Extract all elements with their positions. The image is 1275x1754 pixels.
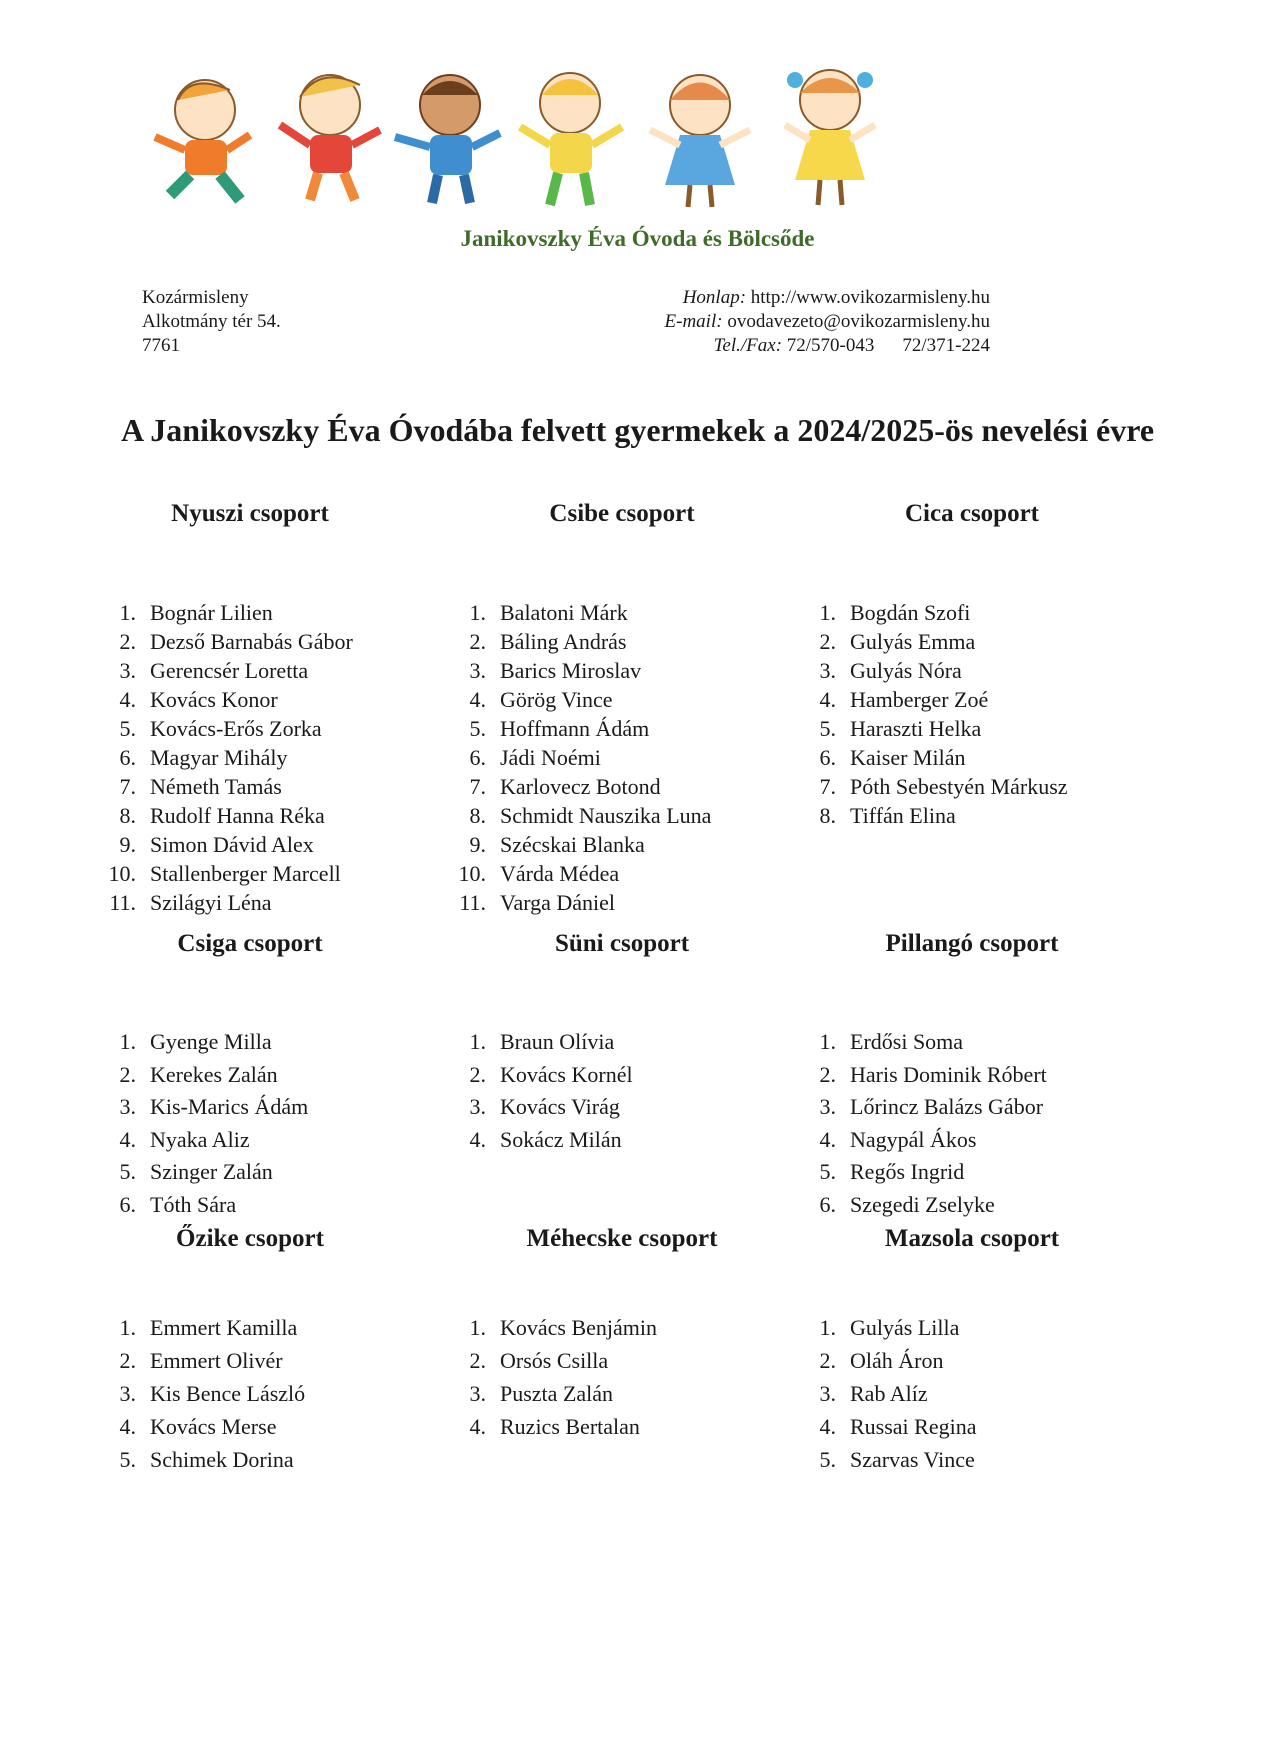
child-name: Stallenberger Marcell bbox=[150, 861, 341, 886]
list-item bbox=[119, 1189, 308, 1222]
child-name: Simon Dávid Alex bbox=[150, 832, 314, 857]
child-name: Hoffmann Ádám bbox=[500, 716, 650, 741]
list-item bbox=[119, 1156, 308, 1189]
child-name: Szarvas Vince bbox=[850, 1447, 975, 1472]
list-item-number: 9. bbox=[469, 832, 486, 857]
list-item-number: 2. bbox=[819, 1348, 836, 1373]
list-item bbox=[469, 830, 711, 859]
list-item-number: 3. bbox=[469, 1381, 486, 1406]
list-item-number: 8. bbox=[119, 803, 136, 828]
list-item-number: 4. bbox=[119, 1126, 136, 1152]
list-item bbox=[469, 743, 711, 772]
list-item-number: 3. bbox=[819, 658, 836, 683]
list-item bbox=[819, 801, 1068, 830]
child-name: Haraszti Helka bbox=[850, 716, 982, 741]
list-item-number: 7. bbox=[819, 774, 836, 799]
list-item-number: 1. bbox=[469, 1315, 486, 1340]
web-value[interactable]: http://www.ovikozarmisleny.hu bbox=[750, 287, 990, 308]
child-name: Lőrincz Balázs Gábor bbox=[850, 1094, 1044, 1120]
list-item bbox=[469, 1026, 633, 1059]
list-item-number: 5. bbox=[469, 716, 486, 741]
address-city: Kozármisleny bbox=[142, 287, 249, 308]
child-name: Kovács-Erős Zorka bbox=[150, 716, 322, 741]
child-name: Kovács Benjámin bbox=[500, 1315, 658, 1340]
address-block bbox=[142, 286, 281, 358]
group-title: Nyuszi csoport bbox=[171, 500, 329, 527]
list-item-number: 1. bbox=[469, 600, 486, 625]
list-item-number: 2. bbox=[469, 1061, 486, 1087]
child-name: Kis Bence László bbox=[150, 1381, 306, 1406]
child-name: Hamberger Zoé bbox=[850, 687, 989, 712]
list-item-number: 7. bbox=[119, 774, 136, 799]
child-name: Russai Regina bbox=[850, 1414, 977, 1439]
contact-phone bbox=[600, 334, 990, 358]
contact-block bbox=[600, 286, 990, 358]
list-item-number: 3. bbox=[119, 1381, 136, 1406]
child-name: Orsós Csilla bbox=[500, 1348, 609, 1373]
list-item-number: 5. bbox=[119, 716, 136, 741]
child-name: Dezső Barnabás Gábor bbox=[150, 629, 353, 654]
list-item bbox=[469, 801, 712, 830]
child-name: Varga Dániel bbox=[500, 890, 616, 915]
child-name: Emmert Kamilla bbox=[150, 1315, 298, 1340]
list-item bbox=[119, 1124, 308, 1157]
child-name: Regős Ingrid bbox=[850, 1159, 965, 1185]
child-name: Szilágyi Léna bbox=[150, 890, 272, 915]
list-item-number: 3. bbox=[119, 658, 136, 683]
child-name: Schimek Dorina bbox=[150, 1447, 294, 1472]
list-item-number: 3. bbox=[119, 1094, 136, 1120]
child-name: Braun Olívia bbox=[500, 1029, 615, 1054]
list-item-number: 2. bbox=[819, 1061, 836, 1087]
list-item-number: 1. bbox=[119, 600, 136, 625]
group-title: Csibe csoport bbox=[549, 500, 695, 527]
kid-figure-orange bbox=[155, 80, 250, 200]
kid-figure-red bbox=[280, 75, 380, 200]
child-name: Gyenge Milla bbox=[150, 1029, 272, 1054]
list-item bbox=[819, 1156, 1047, 1189]
list-item-number: 4. bbox=[819, 1414, 836, 1439]
list-item-number: 2. bbox=[469, 1348, 486, 1373]
child-name: Kovács Merse bbox=[150, 1414, 277, 1439]
list-item-number: 6. bbox=[469, 745, 486, 770]
list-item-number: 4. bbox=[819, 687, 836, 712]
child-name: Sokácz Milán bbox=[500, 1126, 622, 1152]
child-name: Schmidt Nauszika Luna bbox=[500, 803, 712, 828]
list-item bbox=[119, 1311, 305, 1344]
child-name: Barics Miroslav bbox=[500, 658, 642, 683]
address-street: Alkotmány tér 54. bbox=[142, 311, 281, 332]
child-name: Ruzics Bertalan bbox=[500, 1414, 640, 1439]
child-name: Görög Vince bbox=[500, 687, 613, 712]
list-item-number: 4. bbox=[119, 1414, 136, 1439]
child-name: Balatoni Márk bbox=[500, 600, 628, 625]
list-item-number: 11. bbox=[459, 890, 486, 915]
list-item bbox=[119, 1410, 305, 1443]
list-item-number: 6. bbox=[819, 1191, 836, 1217]
child-name: Puszta Zalán bbox=[500, 1381, 614, 1406]
list-item bbox=[469, 656, 711, 685]
list-item bbox=[119, 627, 353, 656]
children-list bbox=[458, 598, 712, 917]
email-label: E-mail: bbox=[664, 311, 723, 332]
child-name: Oláh Áron bbox=[850, 1348, 944, 1373]
phone-2: 72/371-224 bbox=[902, 335, 990, 356]
child-name: Kovács Virág bbox=[500, 1094, 620, 1120]
children-list bbox=[469, 1026, 633, 1156]
child-name: Kovács Konor bbox=[150, 687, 278, 712]
list-item-number: 2. bbox=[119, 629, 136, 654]
child-name: Bognár Lilien bbox=[150, 600, 273, 625]
list-item-number: 4. bbox=[119, 687, 136, 712]
list-item bbox=[469, 1124, 633, 1157]
child-name: Gulyás Lilla bbox=[850, 1315, 960, 1340]
child-name: Emmert Olivér bbox=[150, 1348, 283, 1373]
list-item bbox=[469, 772, 711, 801]
children-list bbox=[119, 1311, 306, 1476]
child-name: Haris Dominik Róbert bbox=[850, 1061, 1047, 1087]
kid-figure-yellow bbox=[520, 73, 622, 205]
list-item-number: 7. bbox=[469, 774, 486, 799]
school-name: Janikovszky Éva Óvoda és Bölcsőde bbox=[460, 226, 815, 251]
list-item bbox=[119, 830, 353, 859]
children-list bbox=[819, 1311, 977, 1476]
list-item bbox=[119, 1059, 308, 1092]
list-item bbox=[119, 598, 353, 627]
list-item-number: 10. bbox=[458, 861, 486, 886]
list-item bbox=[469, 1091, 633, 1124]
child-name: Várda Médea bbox=[500, 861, 620, 886]
list-item bbox=[469, 1311, 658, 1344]
list-item bbox=[819, 627, 1068, 656]
list-item bbox=[469, 598, 711, 627]
child-name: Kovács Kornél bbox=[500, 1061, 633, 1087]
list-item bbox=[819, 1059, 1047, 1092]
child-name: Tiffán Elina bbox=[850, 803, 956, 828]
list-item bbox=[119, 772, 353, 801]
list-item-number: 5. bbox=[119, 1159, 136, 1185]
list-item bbox=[109, 888, 353, 917]
child-name: Karlovecz Botond bbox=[500, 774, 661, 799]
children-list bbox=[469, 1311, 658, 1443]
phone-1: 72/570-043 bbox=[786, 335, 875, 356]
list-item-number: 1. bbox=[819, 1315, 836, 1340]
group-title: Csiga csoport bbox=[177, 930, 323, 957]
group-title: Pillangó csoport bbox=[885, 930, 1059, 957]
child-name: Szinger Zalán bbox=[150, 1159, 273, 1185]
list-item bbox=[819, 1026, 1047, 1059]
kid-figure-dress-yellow bbox=[785, 70, 875, 205]
child-name: Nagypál Ákos bbox=[850, 1126, 977, 1152]
contact-email bbox=[600, 310, 990, 334]
list-item bbox=[819, 1443, 977, 1476]
list-item bbox=[819, 1344, 977, 1377]
address-zip: 7761 bbox=[142, 335, 180, 356]
group-title: Méhecske csoport bbox=[526, 1225, 718, 1252]
list-item-number: 9. bbox=[119, 832, 136, 857]
list-item bbox=[819, 1311, 977, 1344]
child-name: Kaiser Milán bbox=[850, 745, 966, 770]
list-item-number: 2. bbox=[119, 1348, 136, 1373]
page-title: A Janikovszky Éva Óvodába felvett gyermekek a 2024/2025-ös nevelési évre bbox=[120, 412, 1155, 448]
list-item-number: 8. bbox=[469, 803, 486, 828]
list-item-number: 6. bbox=[119, 745, 136, 770]
list-item bbox=[819, 598, 1068, 627]
child-name: Németh Tamás bbox=[150, 774, 282, 799]
child-name: Rab Alíz bbox=[850, 1381, 928, 1406]
list-item bbox=[469, 1344, 657, 1377]
list-item-number: 3. bbox=[819, 1094, 836, 1120]
child-name: Jádi Noémi bbox=[500, 745, 601, 770]
list-item bbox=[819, 1410, 977, 1443]
list-item bbox=[119, 714, 353, 743]
list-item-number: 4. bbox=[819, 1126, 836, 1152]
list-item bbox=[819, 772, 1068, 801]
list-item-number: 4. bbox=[469, 1414, 486, 1439]
group-title: Őzike csoport bbox=[176, 1225, 324, 1252]
list-item bbox=[119, 1091, 309, 1124]
list-item bbox=[819, 743, 1068, 772]
list-item bbox=[458, 859, 711, 888]
child-name: Gulyás Nóra bbox=[850, 658, 962, 683]
list-item bbox=[119, 1443, 305, 1476]
list-item bbox=[819, 714, 1068, 743]
children-list bbox=[108, 598, 353, 917]
list-item bbox=[469, 627, 711, 656]
list-item bbox=[108, 859, 353, 888]
child-name: Kerekes Zalán bbox=[150, 1061, 278, 1087]
list-item bbox=[819, 1377, 977, 1410]
list-item bbox=[819, 1091, 1047, 1124]
child-name: Póth Sebestyén Márkusz bbox=[850, 774, 1068, 799]
list-item bbox=[459, 888, 711, 917]
list-item bbox=[819, 1124, 1047, 1157]
list-item-number: 4. bbox=[469, 687, 486, 712]
list-item-number: 6. bbox=[819, 745, 836, 770]
list-item bbox=[119, 1344, 305, 1377]
list-item-number: 1. bbox=[119, 1029, 136, 1054]
list-item bbox=[119, 1026, 308, 1059]
child-name: Nyaka Aliz bbox=[150, 1126, 250, 1152]
group-title: Süni csoport bbox=[554, 930, 690, 957]
list-item bbox=[119, 801, 353, 830]
list-item bbox=[469, 714, 711, 743]
children-list bbox=[819, 1026, 1047, 1222]
list-item-number: 4. bbox=[469, 1126, 486, 1152]
list-item-number: 2. bbox=[469, 629, 486, 654]
list-item-number: 5. bbox=[819, 1159, 836, 1185]
list-item-number: 10. bbox=[108, 861, 136, 886]
child-name: Kis-Marics Ádám bbox=[150, 1094, 309, 1120]
list-item-number: 1. bbox=[819, 1029, 836, 1054]
children-illustration bbox=[150, 55, 960, 215]
list-item-number: 11. bbox=[109, 890, 136, 915]
list-item bbox=[119, 1377, 306, 1410]
list-item-number: 1. bbox=[819, 600, 836, 625]
list-item bbox=[119, 685, 353, 714]
list-item-number: 5. bbox=[819, 716, 836, 741]
children-list bbox=[119, 1026, 309, 1222]
web-label: Honlap: bbox=[682, 287, 747, 308]
kid-figure-dress-blue bbox=[650, 75, 750, 207]
list-item-number: 1. bbox=[119, 1315, 136, 1340]
group-title: Cica csoport bbox=[905, 500, 1039, 527]
phone-label: Tel./Fax: bbox=[713, 335, 783, 356]
list-item bbox=[469, 1410, 657, 1443]
kid-figure-blue bbox=[395, 75, 500, 203]
list-item bbox=[469, 1059, 633, 1092]
list-item bbox=[119, 656, 353, 685]
email-value[interactable]: ovodavezeto@ovikozarmisleny.hu bbox=[727, 311, 990, 332]
child-name: Magyar Mihály bbox=[150, 745, 288, 770]
list-item-number: 5. bbox=[819, 1447, 836, 1472]
child-name: Gerencsér Loretta bbox=[150, 658, 309, 683]
list-item bbox=[469, 685, 711, 714]
child-name: Gulyás Emma bbox=[850, 629, 976, 654]
child-name: Szegedi Zselyke bbox=[850, 1191, 995, 1217]
contact-web bbox=[600, 286, 990, 310]
list-item-number: 2. bbox=[819, 629, 836, 654]
child-name: Rudolf Hanna Réka bbox=[150, 803, 325, 828]
list-item-number: 6. bbox=[119, 1191, 136, 1217]
list-item-number: 3. bbox=[469, 1094, 486, 1120]
child-name: Tóth Sára bbox=[150, 1191, 237, 1217]
list-item-number: 1. bbox=[469, 1029, 486, 1054]
children-list bbox=[819, 598, 1068, 830]
list-item bbox=[819, 656, 1068, 685]
list-item bbox=[819, 1189, 1047, 1222]
list-item-number: 3. bbox=[469, 658, 486, 683]
list-item bbox=[819, 685, 1068, 714]
child-name: Bogdán Szofi bbox=[850, 600, 971, 625]
group-title: Mazsola csoport bbox=[884, 1225, 1060, 1252]
child-name: Báling András bbox=[500, 629, 627, 654]
list-item bbox=[119, 743, 353, 772]
list-item-number: 2. bbox=[119, 1061, 136, 1087]
list-item-number: 3. bbox=[819, 1381, 836, 1406]
list-item bbox=[469, 1377, 657, 1410]
child-name: Szécskai Blanka bbox=[500, 832, 645, 857]
child-name: Erdősi Soma bbox=[850, 1029, 964, 1054]
list-item-number: 8. bbox=[819, 803, 836, 828]
list-item-number: 5. bbox=[119, 1447, 136, 1472]
